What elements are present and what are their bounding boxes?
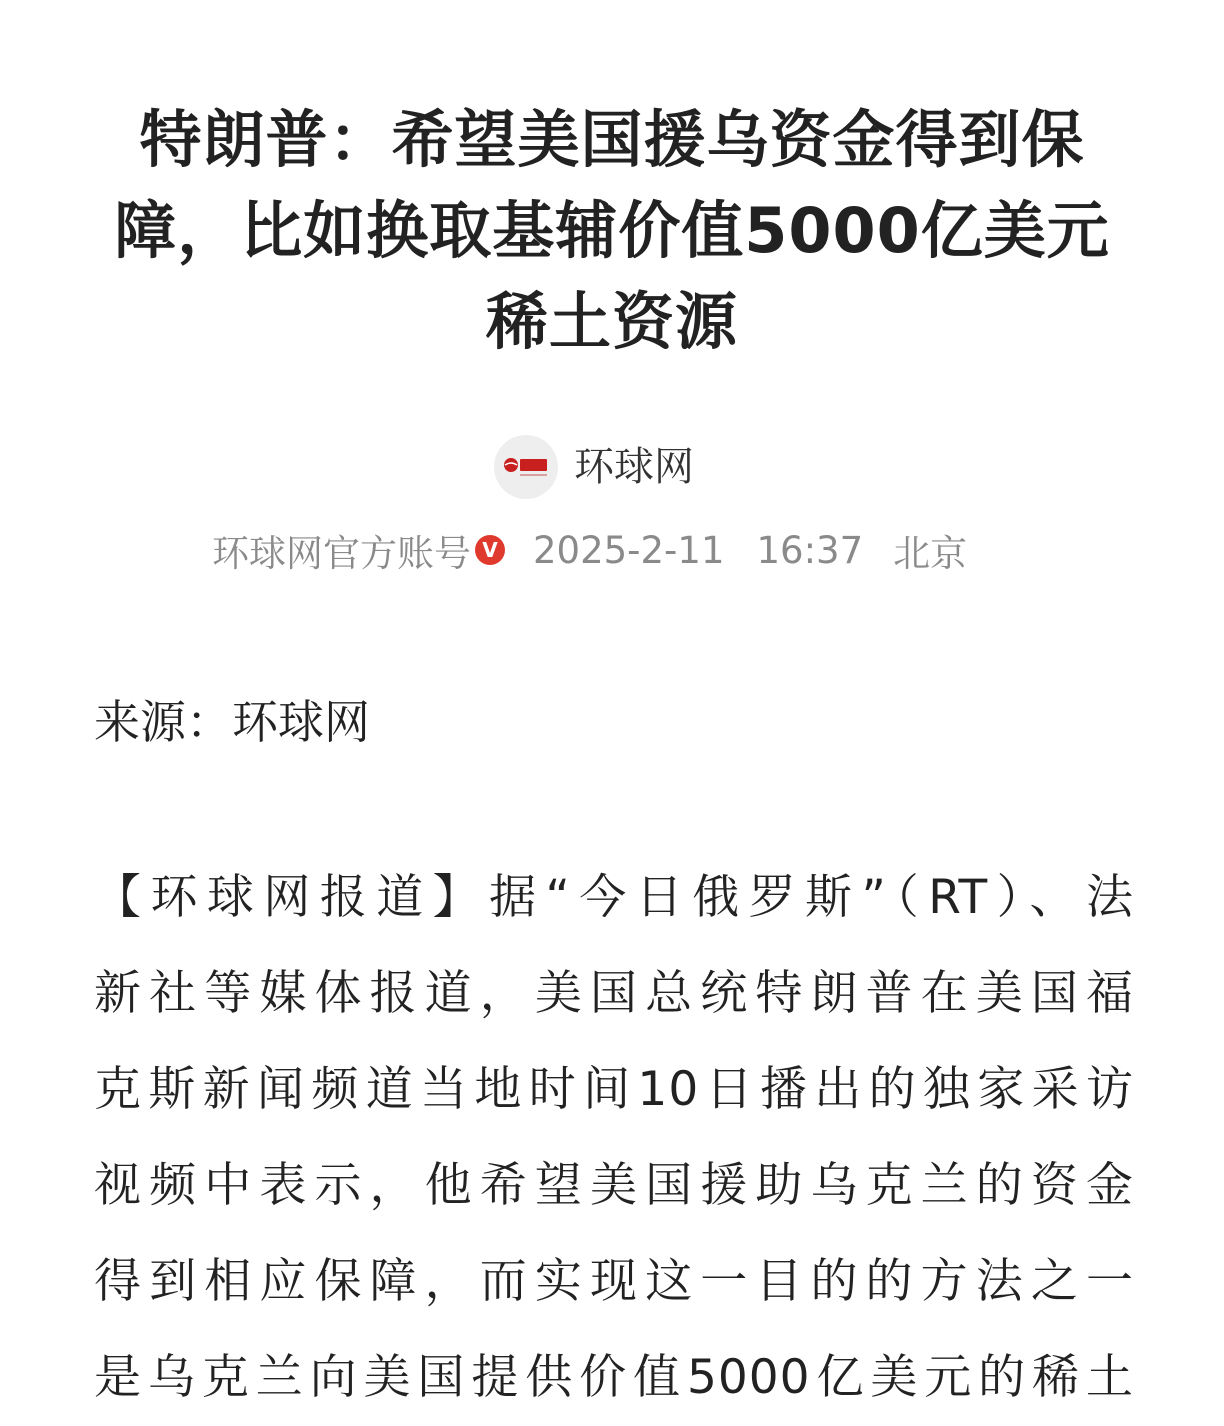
verified-icon: V [475, 535, 505, 565]
article-body [94, 850, 1134, 1405]
article-meta [212, 522, 967, 578]
publish-date: 2025-2-11 [533, 528, 725, 572]
article-source: 来源：环球网 [94, 695, 370, 749]
huanqiu-logo-icon[interactable] [494, 435, 558, 499]
body-line: 新社等媒体报道，美国总统特朗普在美国福 [94, 966, 1134, 1021]
title-line: 特朗普：希望美国援乌资金得到保 [139, 103, 1085, 176]
title-line: 稀土资源 [485, 285, 738, 358]
logo-mark [502, 452, 550, 482]
publisher-name[interactable]: 环球网 [574, 444, 694, 490]
body-line: 【环球网报道】据“今日俄罗斯”（RT）、法 [94, 870, 1134, 925]
publish-time: 16:37 [756, 528, 864, 572]
body-line: 是乌克兰向美国提供价值5000亿美元的稀土 [94, 1350, 1134, 1405]
body-line: 视频中表示，他希望美国援助乌克兰的资金 [94, 1158, 1134, 1213]
publish-location: 北京 [893, 532, 968, 575]
title-line: 障，比如换取基辅价值5000亿美元 [114, 194, 1110, 267]
article-title [92, 94, 1132, 367]
body-line: 克斯新闻频道当地时间10日播出的独家采访 [94, 1062, 1134, 1117]
publisher-row[interactable] [494, 434, 694, 500]
body-line: 得到相应保障，而实现这一目的的方法之一 [94, 1254, 1134, 1309]
account-name[interactable]: 环球网官方账号 [212, 532, 471, 575]
